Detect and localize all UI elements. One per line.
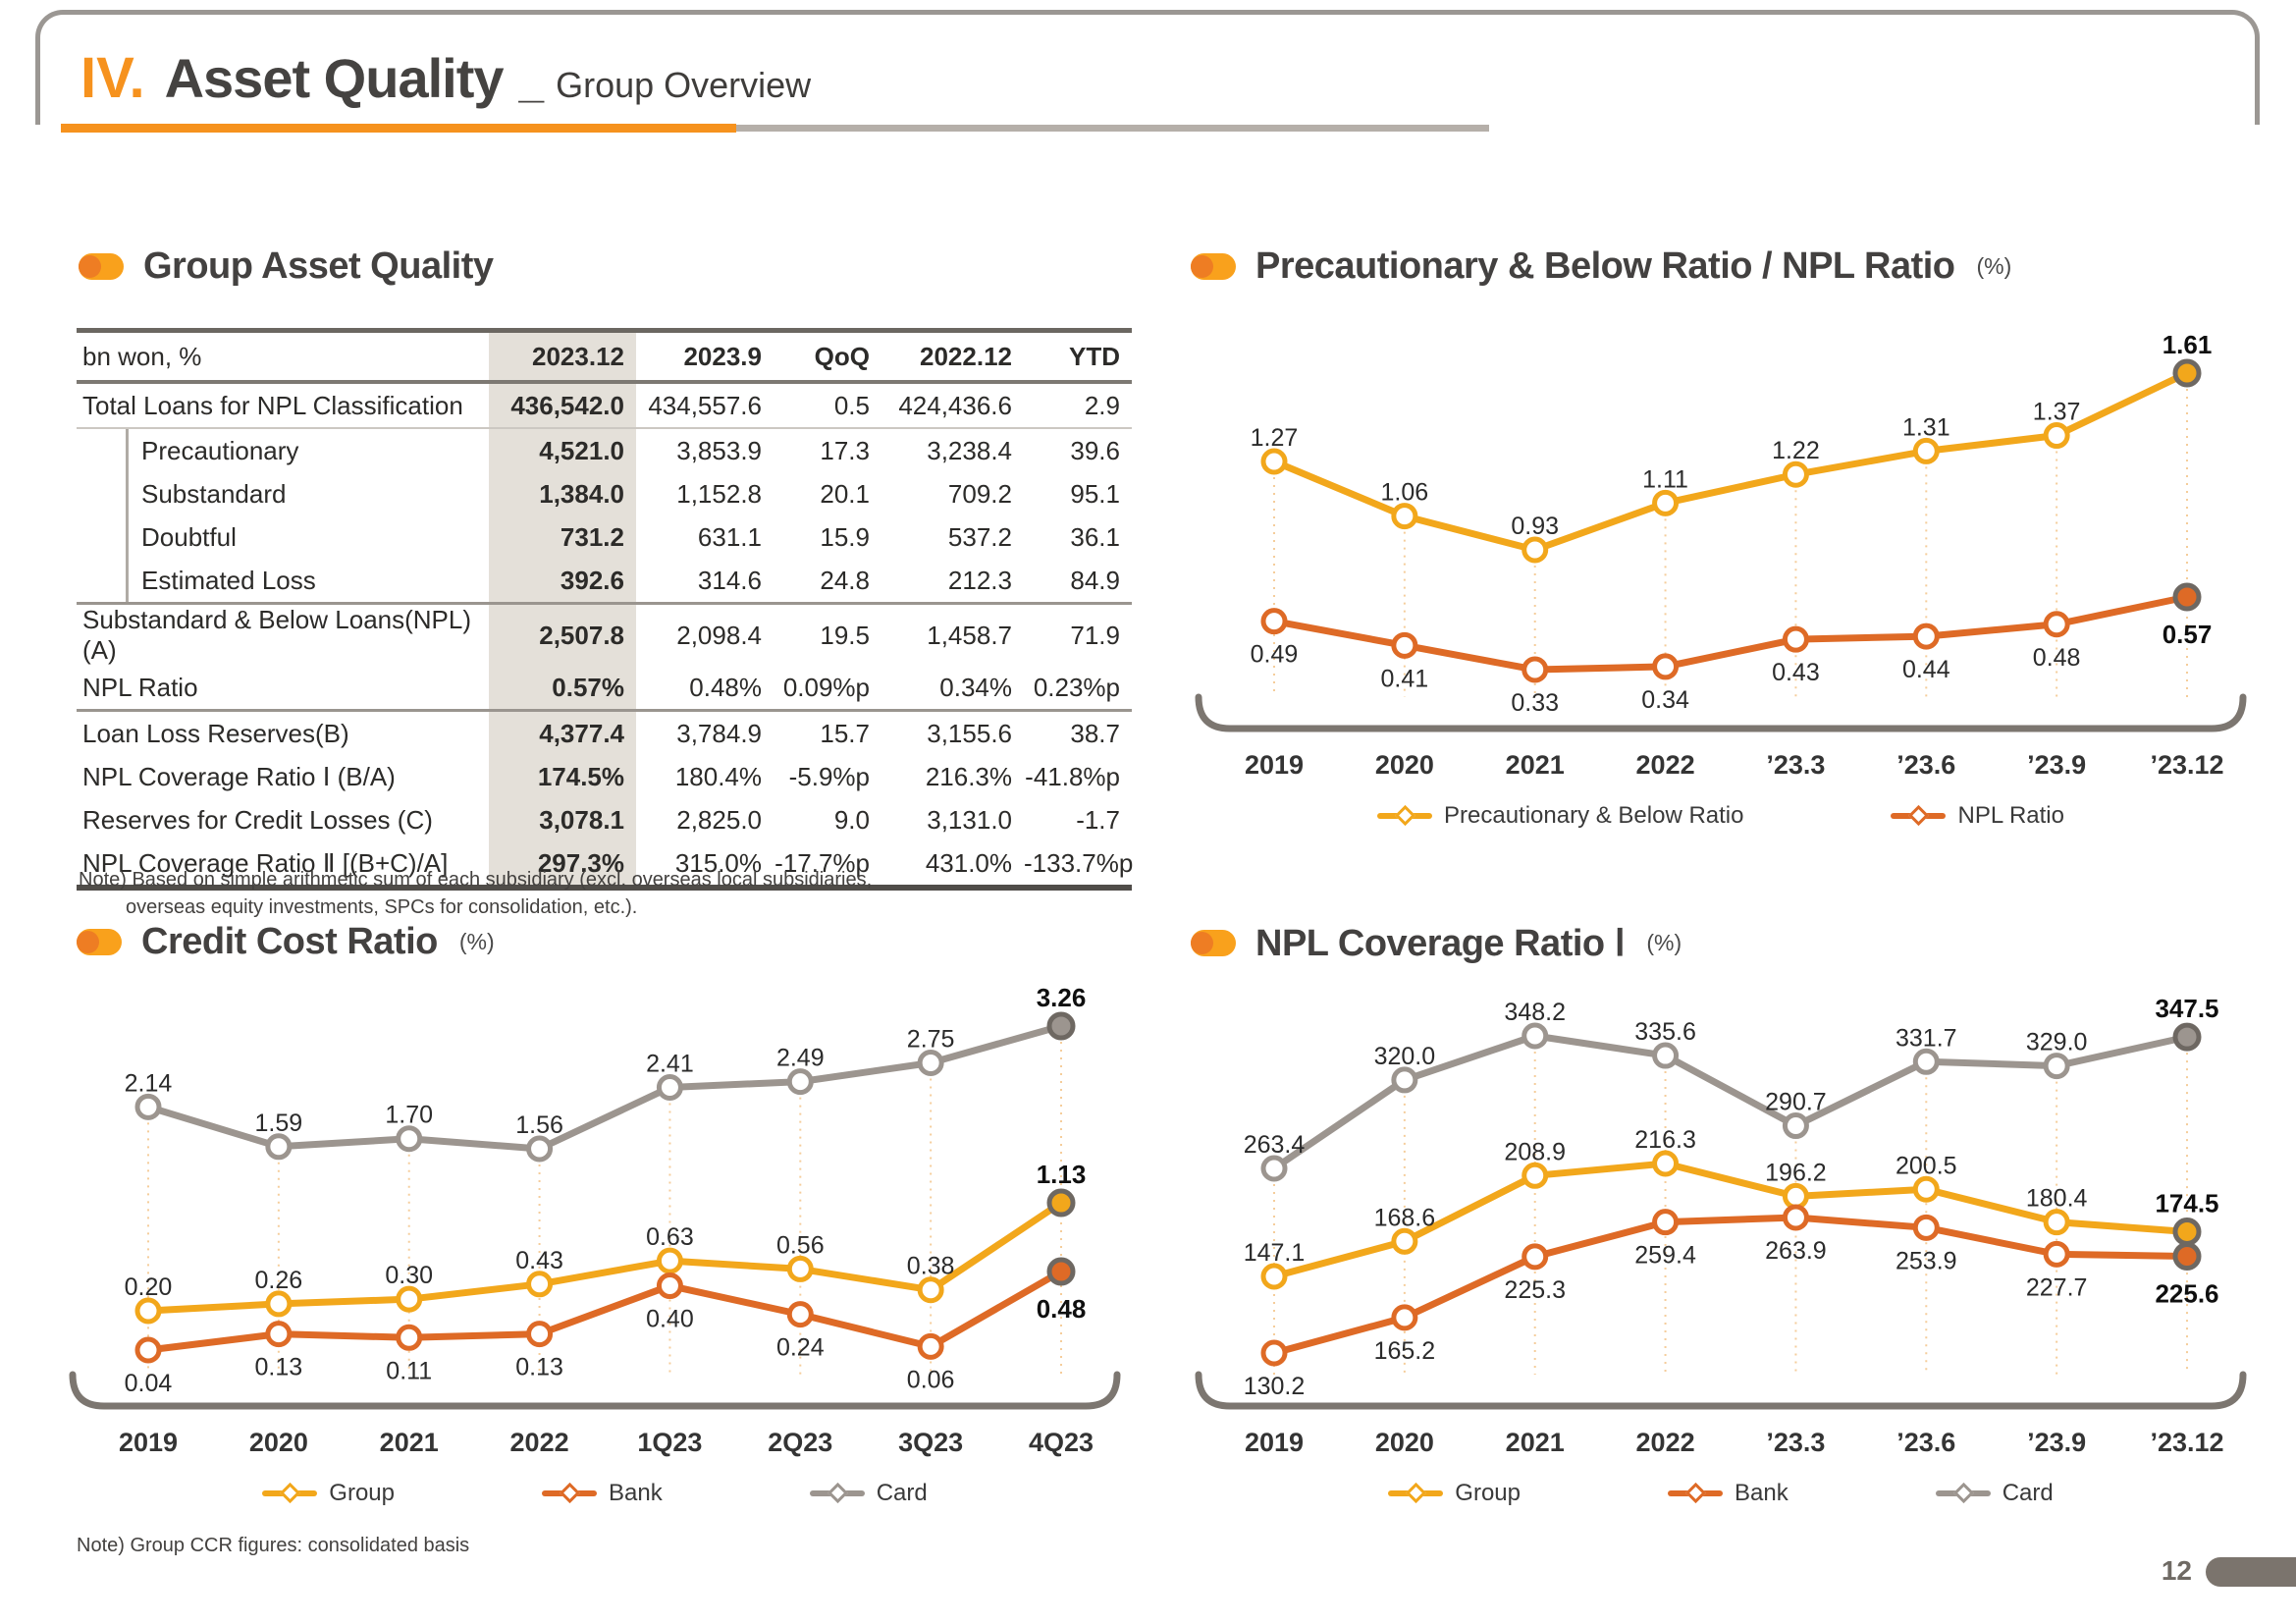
column-header: 2022.12: [881, 331, 1024, 383]
svg-text:331.7: 331.7: [1896, 1024, 1957, 1053]
svg-text:2021: 2021: [379, 1428, 439, 1457]
column-header: 2023.12: [489, 331, 636, 383]
svg-text:0.57: 0.57: [2162, 620, 2213, 649]
chart-box-ccr: [65, 982, 1125, 1557]
legend-label: Bank: [608, 1480, 663, 1506]
table-cell: -5.9%p: [788, 761, 870, 791]
table-cell: 1,384.0: [489, 472, 636, 515]
column-header: 2023.9: [636, 331, 774, 383]
page-number: 12: [2161, 1555, 2192, 1586]
svg-text:1.37: 1.37: [2032, 398, 2081, 426]
svg-text:’23.6: ’23.6: [1896, 750, 1956, 780]
svg-text:1.13: 1.13: [1036, 1160, 1087, 1189]
section-number: IV.: [80, 46, 145, 110]
asset-quality-table: [77, 328, 1132, 891]
table-cell: 1,458.7: [927, 620, 1012, 650]
table-cell: 3,238.4: [927, 435, 1012, 465]
svg-text:2021: 2021: [1505, 750, 1565, 780]
table-cell: 15.9: [820, 521, 870, 552]
table-cell: 2,825.0: [676, 804, 762, 835]
row-label: NPL Ratio: [77, 666, 489, 711]
table-cell: 431.0%: [881, 841, 1024, 888]
chart-legend-ccr: [65, 1480, 1125, 1507]
svg-text:2.75: 2.75: [906, 1025, 955, 1054]
table-cell: 3,131.0: [927, 804, 1012, 835]
table-header-row: [77, 331, 1132, 383]
legend-marker-icon: [1668, 1490, 1723, 1496]
table-row: [77, 515, 1132, 559]
legend-item: [262, 1480, 395, 1507]
svg-text:1.70: 1.70: [385, 1101, 434, 1129]
svg-text:2021: 2021: [1505, 1428, 1565, 1457]
table-cell: 392.6: [489, 559, 636, 604]
table-cell: -17.7%p: [774, 841, 881, 888]
table-cell: 17.3: [820, 435, 870, 465]
svg-text:’23.3: ’23.3: [1766, 1428, 1826, 1457]
row-label: NPL Coverage Ratio Ⅰ (B/A): [82, 761, 396, 791]
svg-text:253.9: 253.9: [1896, 1247, 1957, 1275]
chart-box-coverage: [1191, 982, 2251, 1507]
svg-text:3Q23: 3Q23: [898, 1428, 964, 1457]
bullet-icon: [1191, 253, 1236, 280]
svg-text:0.49: 0.49: [1250, 640, 1299, 669]
svg-text:335.6: 335.6: [1634, 1018, 1696, 1047]
svg-text:208.9: 208.9: [1504, 1138, 1566, 1166]
svg-text:1.56: 1.56: [515, 1111, 563, 1139]
table-cell: -133.7%p: [1024, 841, 1132, 888]
divider-orange: [61, 124, 736, 133]
divider-gray: [736, 125, 1489, 132]
svg-text:320.0: 320.0: [1373, 1042, 1436, 1070]
table-cell: 3,853.9: [676, 435, 762, 465]
svg-text:’23.3: ’23.3: [1766, 750, 1826, 780]
table-note: Note) Based on simple arithmetic sum of each subsidiary (excl. overseas local subsidiaries, overseas equity investments, SPCs for consolidation, etc.).: [79, 869, 873, 918]
table-row: [77, 798, 1132, 841]
table-cell: 71.9: [1070, 620, 1120, 650]
chart-canvas: [1191, 304, 2251, 795]
svg-text:0.34: 0.34: [1641, 685, 1689, 714]
section-title: Credit Cost Ratio: [141, 921, 438, 962]
svg-text:0.13: 0.13: [515, 1353, 563, 1381]
table-cell: 15.7: [820, 718, 870, 748]
svg-text:180.4: 180.4: [2025, 1184, 2088, 1213]
legend-label: Group: [1455, 1480, 1521, 1506]
svg-text:’23.9: ’23.9: [2027, 750, 2087, 780]
svg-text:1.31: 1.31: [1901, 413, 1950, 442]
svg-text:0.33: 0.33: [1511, 689, 1560, 717]
svg-text:2019: 2019: [118, 1428, 179, 1457]
svg-text:0.30: 0.30: [385, 1262, 434, 1290]
table-cell: 709.2: [947, 478, 1012, 509]
chart-npl-coverage: [1191, 982, 2251, 1478]
table-cell: 216.3%: [925, 761, 1012, 791]
table-row: [77, 559, 1132, 604]
svg-text:0.40: 0.40: [646, 1305, 694, 1333]
table-cell: 4,377.4: [489, 711, 636, 756]
svg-text:0.20: 0.20: [124, 1273, 173, 1301]
table-cell: 24.8: [774, 559, 881, 604]
legend-item: [1936, 1480, 2054, 1507]
legend-label: Bank: [1734, 1480, 1789, 1506]
table-row: [77, 604, 1132, 667]
section-unit: (%): [458, 929, 495, 954]
svg-text:0.48: 0.48: [2032, 643, 2081, 672]
row-label: Reserves for Credit Losses (C): [82, 804, 433, 835]
page-subtitle: Group Overview: [556, 65, 812, 105]
table-cell: 9.0: [833, 804, 870, 835]
table-cell: 297.3%: [489, 841, 636, 888]
svg-text:1.11: 1.11: [1642, 465, 1688, 494]
bullet-icon: [79, 253, 124, 280]
legend-label: Card: [2002, 1480, 2054, 1506]
legend-label: Precautionary & Below Ratio: [1444, 802, 1744, 829]
svg-text:168.6: 168.6: [1373, 1204, 1436, 1232]
chart-precautionary-npl: [1191, 304, 2251, 800]
table-cell: 0.57%: [489, 666, 636, 711]
legend-label: Group: [329, 1480, 395, 1506]
table-cell: 0.34%: [881, 666, 1024, 711]
svg-text:0.11: 0.11: [386, 1357, 433, 1385]
row-label: Total Loans for NPL Classification: [77, 382, 489, 428]
bullet-icon: [1191, 930, 1236, 956]
svg-text:2.41: 2.41: [646, 1050, 694, 1078]
legend-label: NPL Ratio: [1957, 802, 2064, 829]
svg-text:0.56: 0.56: [775, 1231, 825, 1260]
asset-quality-table-body: [77, 382, 1132, 888]
table-cell: 38.7: [1070, 718, 1120, 748]
svg-text:216.3: 216.3: [1634, 1126, 1696, 1154]
chart-credit-cost-ratio: [65, 982, 1125, 1478]
table-cell: 212.3: [881, 559, 1024, 604]
svg-text:0.63: 0.63: [646, 1223, 694, 1252]
table-cell: 36.1: [1070, 521, 1120, 552]
legend-marker-icon: [542, 1490, 597, 1496]
table-cell: 2,098.4: [676, 620, 762, 650]
svg-text:2022: 2022: [1635, 1428, 1695, 1457]
page-title-text: Asset Quality: [164, 47, 504, 109]
legend-item: [1891, 802, 2064, 830]
legend-marker-icon: [1891, 813, 1946, 819]
table-cell: 2,507.8: [489, 604, 636, 667]
table-cell: 0.5: [774, 382, 881, 428]
svg-text:0.43: 0.43: [515, 1246, 563, 1274]
column-header: YTD: [1024, 331, 1132, 383]
svg-text:1.61: 1.61: [2162, 330, 2213, 359]
section-header-coverage: [1191, 921, 1682, 965]
chart-legend-pbr-npl: [1191, 802, 2251, 830]
table-cell: 3,078.1: [489, 798, 636, 841]
table-cell: 0.48%: [636, 666, 774, 711]
table-cell: -41.8%p: [1025, 761, 1120, 791]
legend-label: Card: [876, 1480, 928, 1506]
svg-text:174.5: 174.5: [2155, 1188, 2219, 1218]
svg-text:196.2: 196.2: [1765, 1159, 1827, 1187]
svg-text:0.44: 0.44: [1901, 656, 1950, 684]
svg-text:1.22: 1.22: [1772, 437, 1820, 465]
svg-text:2020: 2020: [248, 1428, 308, 1457]
svg-text:0.48: 0.48: [1036, 1294, 1087, 1324]
table-cell: 174.5%: [489, 755, 636, 798]
svg-text:263.9: 263.9: [1765, 1237, 1827, 1265]
svg-text:290.7: 290.7: [1765, 1088, 1827, 1116]
svg-text:225.6: 225.6: [2155, 1278, 2219, 1309]
svg-text:2019: 2019: [1244, 750, 1305, 780]
legend-marker-icon: [810, 1490, 865, 1496]
table-cell: 39.6: [1070, 435, 1120, 465]
svg-text:0.26: 0.26: [254, 1266, 303, 1294]
svg-text:2Q23: 2Q23: [768, 1428, 833, 1457]
column-header: QoQ: [774, 331, 881, 383]
row-label: NPL Coverage Ratio Ⅱ [(B+C)/A]: [77, 841, 489, 888]
svg-text:225.3: 225.3: [1504, 1275, 1566, 1304]
table-cell: 424,436.6: [881, 382, 1024, 428]
svg-text:348.2: 348.2: [1504, 999, 1566, 1026]
svg-text:’23.12: ’23.12: [2150, 750, 2224, 780]
svg-text:0.24: 0.24: [775, 1333, 825, 1362]
table-cell: 3,784.9: [676, 718, 762, 748]
section-unit: (%): [1976, 253, 2012, 279]
row-label: Estimated Loss: [77, 559, 489, 604]
section-title: Group Asset Quality: [143, 245, 494, 287]
svg-text:2.49: 2.49: [775, 1044, 825, 1072]
svg-text:0.93: 0.93: [1511, 513, 1560, 540]
svg-text:0.38: 0.38: [906, 1252, 955, 1280]
svg-text:2.14: 2.14: [124, 1069, 173, 1098]
table-cell: 1,152.8: [676, 478, 762, 509]
bullet-icon: [77, 929, 122, 955]
legend-item: [1388, 1480, 1521, 1507]
chart-note-ccr: Note) Group CCR figures: consolidated basis: [77, 1535, 470, 1556]
table-cell: 314.6: [636, 559, 774, 604]
row-label: Doubtful: [77, 515, 489, 559]
table-cell: 436,542.0: [489, 382, 636, 428]
chart-box-pbr-npl: [1191, 304, 2251, 830]
page-title: [80, 45, 811, 111]
table-cell: 95.1: [1070, 478, 1120, 509]
table-cell: 19.5: [820, 620, 870, 650]
svg-text:329.0: 329.0: [2025, 1028, 2088, 1056]
svg-text:4Q23: 4Q23: [1028, 1428, 1095, 1457]
table-row: [77, 711, 1132, 756]
svg-text:227.7: 227.7: [2025, 1273, 2088, 1302]
table-cell: 2.9: [1024, 382, 1132, 428]
svg-text:1.59: 1.59: [254, 1109, 303, 1137]
legend-item: [1377, 802, 1743, 830]
svg-text:0.13: 0.13: [254, 1353, 303, 1381]
row-label: Loan Loss Reserves(B): [82, 718, 349, 748]
legend-marker-icon: [1936, 1490, 1991, 1496]
section-header-pbr-npl: [1191, 245, 2011, 288]
svg-text:263.4: 263.4: [1243, 1131, 1306, 1159]
svg-text:2020: 2020: [1374, 1428, 1434, 1457]
svg-text:1Q23: 1Q23: [637, 1428, 703, 1457]
table-cell: 731.2: [489, 515, 636, 559]
table-cell: -1.7: [1076, 804, 1120, 835]
table-cell: 315.0%: [636, 841, 774, 888]
section-title: NPL Coverage Ratio Ⅰ: [1255, 923, 1626, 964]
svg-text:259.4: 259.4: [1634, 1241, 1696, 1270]
svg-text:2020: 2020: [1374, 750, 1434, 780]
table-cell: 20.1: [820, 478, 870, 509]
svg-text:’23.9: ’23.9: [2027, 1428, 2087, 1457]
table-cell: 0.09%p: [774, 666, 881, 711]
table-cell: 3,155.6: [927, 718, 1012, 748]
table-cell: 4,521.0: [489, 428, 636, 472]
svg-text:0.43: 0.43: [1772, 659, 1820, 687]
svg-text:’23.6: ’23.6: [1896, 1428, 1956, 1457]
table-row: [77, 428, 1132, 472]
legend-marker-icon: [262, 1490, 317, 1496]
table-cell: 537.2: [947, 521, 1012, 552]
svg-text:0.41: 0.41: [1380, 665, 1429, 693]
svg-text:0.06: 0.06: [906, 1366, 955, 1394]
svg-text:0.04: 0.04: [124, 1370, 173, 1397]
table-cell: 84.9: [1024, 559, 1132, 604]
svg-text:’23.12: ’23.12: [2150, 1428, 2224, 1457]
section-header-ccr: [77, 921, 495, 963]
table-cell: 180.4%: [674, 761, 762, 791]
legend-item: [542, 1480, 663, 1507]
legend-marker-icon: [1377, 813, 1432, 819]
svg-text:3.26: 3.26: [1036, 983, 1087, 1012]
table-row: [77, 755, 1132, 798]
chart-canvas: [65, 982, 1125, 1473]
row-label: Substandard: [77, 472, 489, 515]
svg-text:2019: 2019: [1244, 1428, 1305, 1457]
chart-legend-coverage: [1191, 1480, 2251, 1507]
legend-item: [810, 1480, 928, 1507]
svg-text:1.27: 1.27: [1250, 424, 1299, 452]
svg-text:1.06: 1.06: [1380, 478, 1429, 507]
section-title: Precautionary & Below Ratio / NPL Ratio: [1255, 245, 1955, 287]
row-label: Precautionary: [77, 428, 489, 472]
table-cell: 434,557.6: [636, 382, 774, 428]
section-unit: (%): [1646, 930, 1682, 955]
section-header-asset-quality: [79, 245, 494, 288]
chart-canvas: [1191, 982, 2251, 1473]
svg-text:147.1: 147.1: [1243, 1239, 1306, 1267]
row-label: Substandard & Below Loans(NPL)(A): [82, 605, 472, 665]
svg-text:130.2: 130.2: [1243, 1373, 1306, 1400]
svg-text:165.2: 165.2: [1373, 1336, 1436, 1365]
svg-text:200.5: 200.5: [1896, 1152, 1957, 1180]
table-row: [77, 666, 1132, 711]
page-number-capsule: [2206, 1557, 2296, 1587]
svg-text:347.5: 347.5: [2155, 994, 2219, 1024]
table-row: [77, 472, 1132, 515]
svg-text:2022: 2022: [509, 1428, 569, 1457]
table-row: [77, 382, 1132, 428]
table-cell: 0.23%p: [1024, 666, 1132, 711]
legend-item: [1668, 1480, 1789, 1507]
legend-marker-icon: [1388, 1490, 1443, 1496]
svg-text:2022: 2022: [1635, 750, 1695, 780]
table-unit-label: bn won, %: [77, 331, 489, 383]
title-separator: _: [518, 56, 545, 107]
table-cell: 631.1: [697, 521, 762, 552]
